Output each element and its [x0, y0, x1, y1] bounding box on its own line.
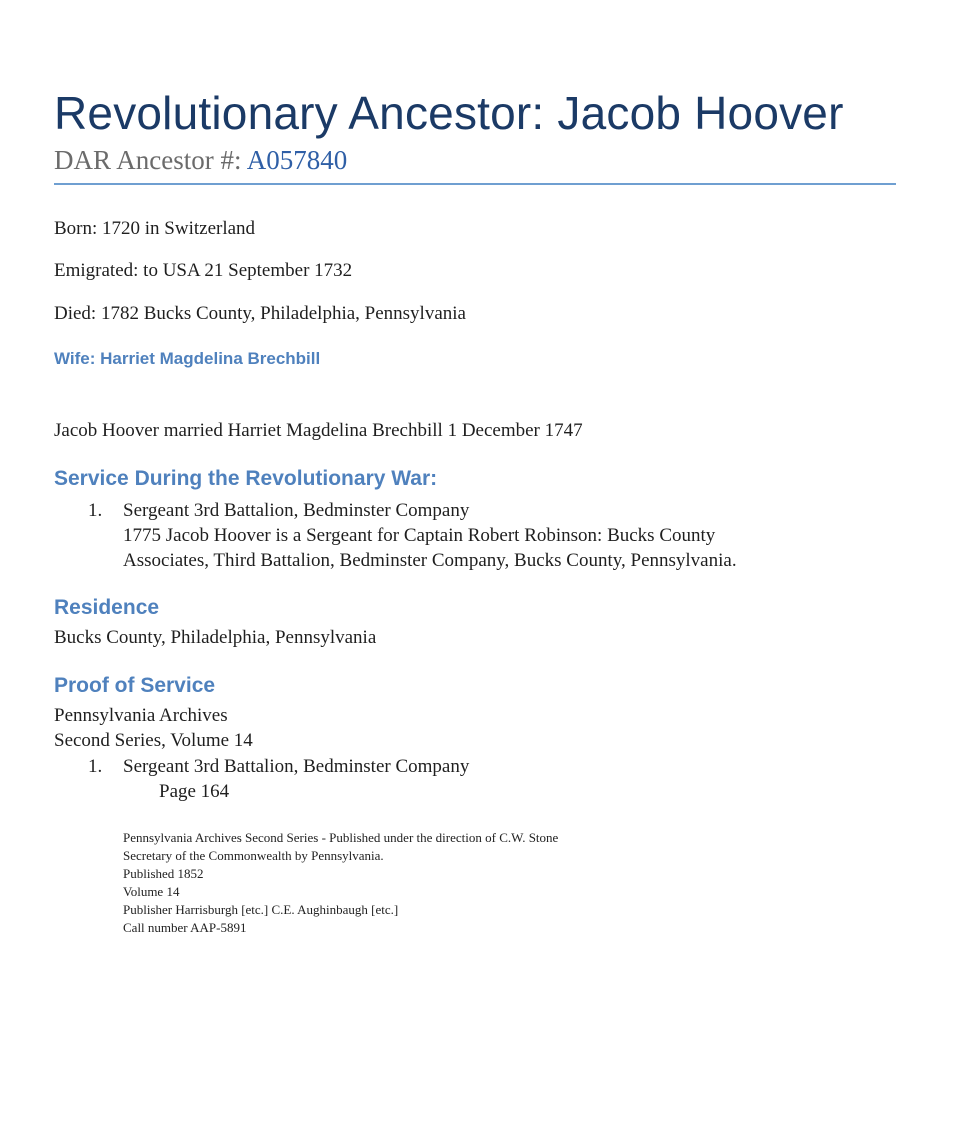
citation-line: Pennsylvania Archives Second Series - Published under the direction of C.W. Stone — [123, 830, 559, 845]
residence-heading: Residence — [54, 596, 160, 619]
citation-line: Publisher Harrisburgh [etc.] C.E. Aughinbaugh [etc.] — [123, 902, 399, 917]
died-line: Died: 1782 Bucks County, Philadelphia, Pennsylvania — [54, 303, 466, 324]
page-title: Revolutionary Ancestor: Jacob Hoover — [54, 87, 844, 139]
proof-source-line-1: Pennsylvania Archives — [54, 705, 228, 726]
citation-line: Call number AAP-5891 — [123, 920, 247, 935]
ancestor-number-line — [54, 145, 347, 176]
proof-heading: Proof of Service — [54, 674, 216, 697]
proof-item-page: Page 164 — [159, 781, 230, 802]
proof-item-title: Sergeant 3rd Battalion, Bedminster Company — [123, 756, 470, 777]
title-divider — [54, 183, 896, 185]
ancestor-number-label: DAR Ancestor #: — [54, 145, 247, 175]
citation-line: Published 1852 — [123, 866, 204, 881]
service-item-title: Sergeant 3rd Battalion, Bedminster Company — [123, 500, 470, 521]
born-line: Born: 1720 in Switzerland — [54, 218, 256, 239]
marriage-line: Jacob Hoover married Harriet Magdelina Brechbill 1 December 1747 — [54, 420, 583, 441]
service-item-detail-2: Associates, Third Battalion, Bedminster Company, Bucks County, Pennsylvania. — [123, 550, 737, 571]
proof-item-number: 1. — [88, 756, 103, 777]
emigrated-line: Emigrated: to USA 21 September 1732 — [54, 260, 353, 281]
wife-heading: Wife: Harriet Magdelina Brechbill — [54, 349, 321, 368]
service-heading: Service During the Revolutionary War: — [54, 467, 438, 490]
citation-line: Secretary of the Commonwealth by Pennsylvania. — [123, 848, 384, 863]
ancestor-number: A057840 — [246, 145, 348, 175]
residence-text: Bucks County, Philadelphia, Pennsylvania — [54, 627, 377, 648]
service-item-number: 1. — [88, 500, 103, 521]
proof-source-line-2: Second Series, Volume 14 — [54, 730, 253, 751]
service-item-detail-1: 1775 Jacob Hoover is a Sergeant for Captain Robert Robinson: Bucks County — [123, 525, 716, 546]
citation-line: Volume 14 — [123, 884, 180, 899]
